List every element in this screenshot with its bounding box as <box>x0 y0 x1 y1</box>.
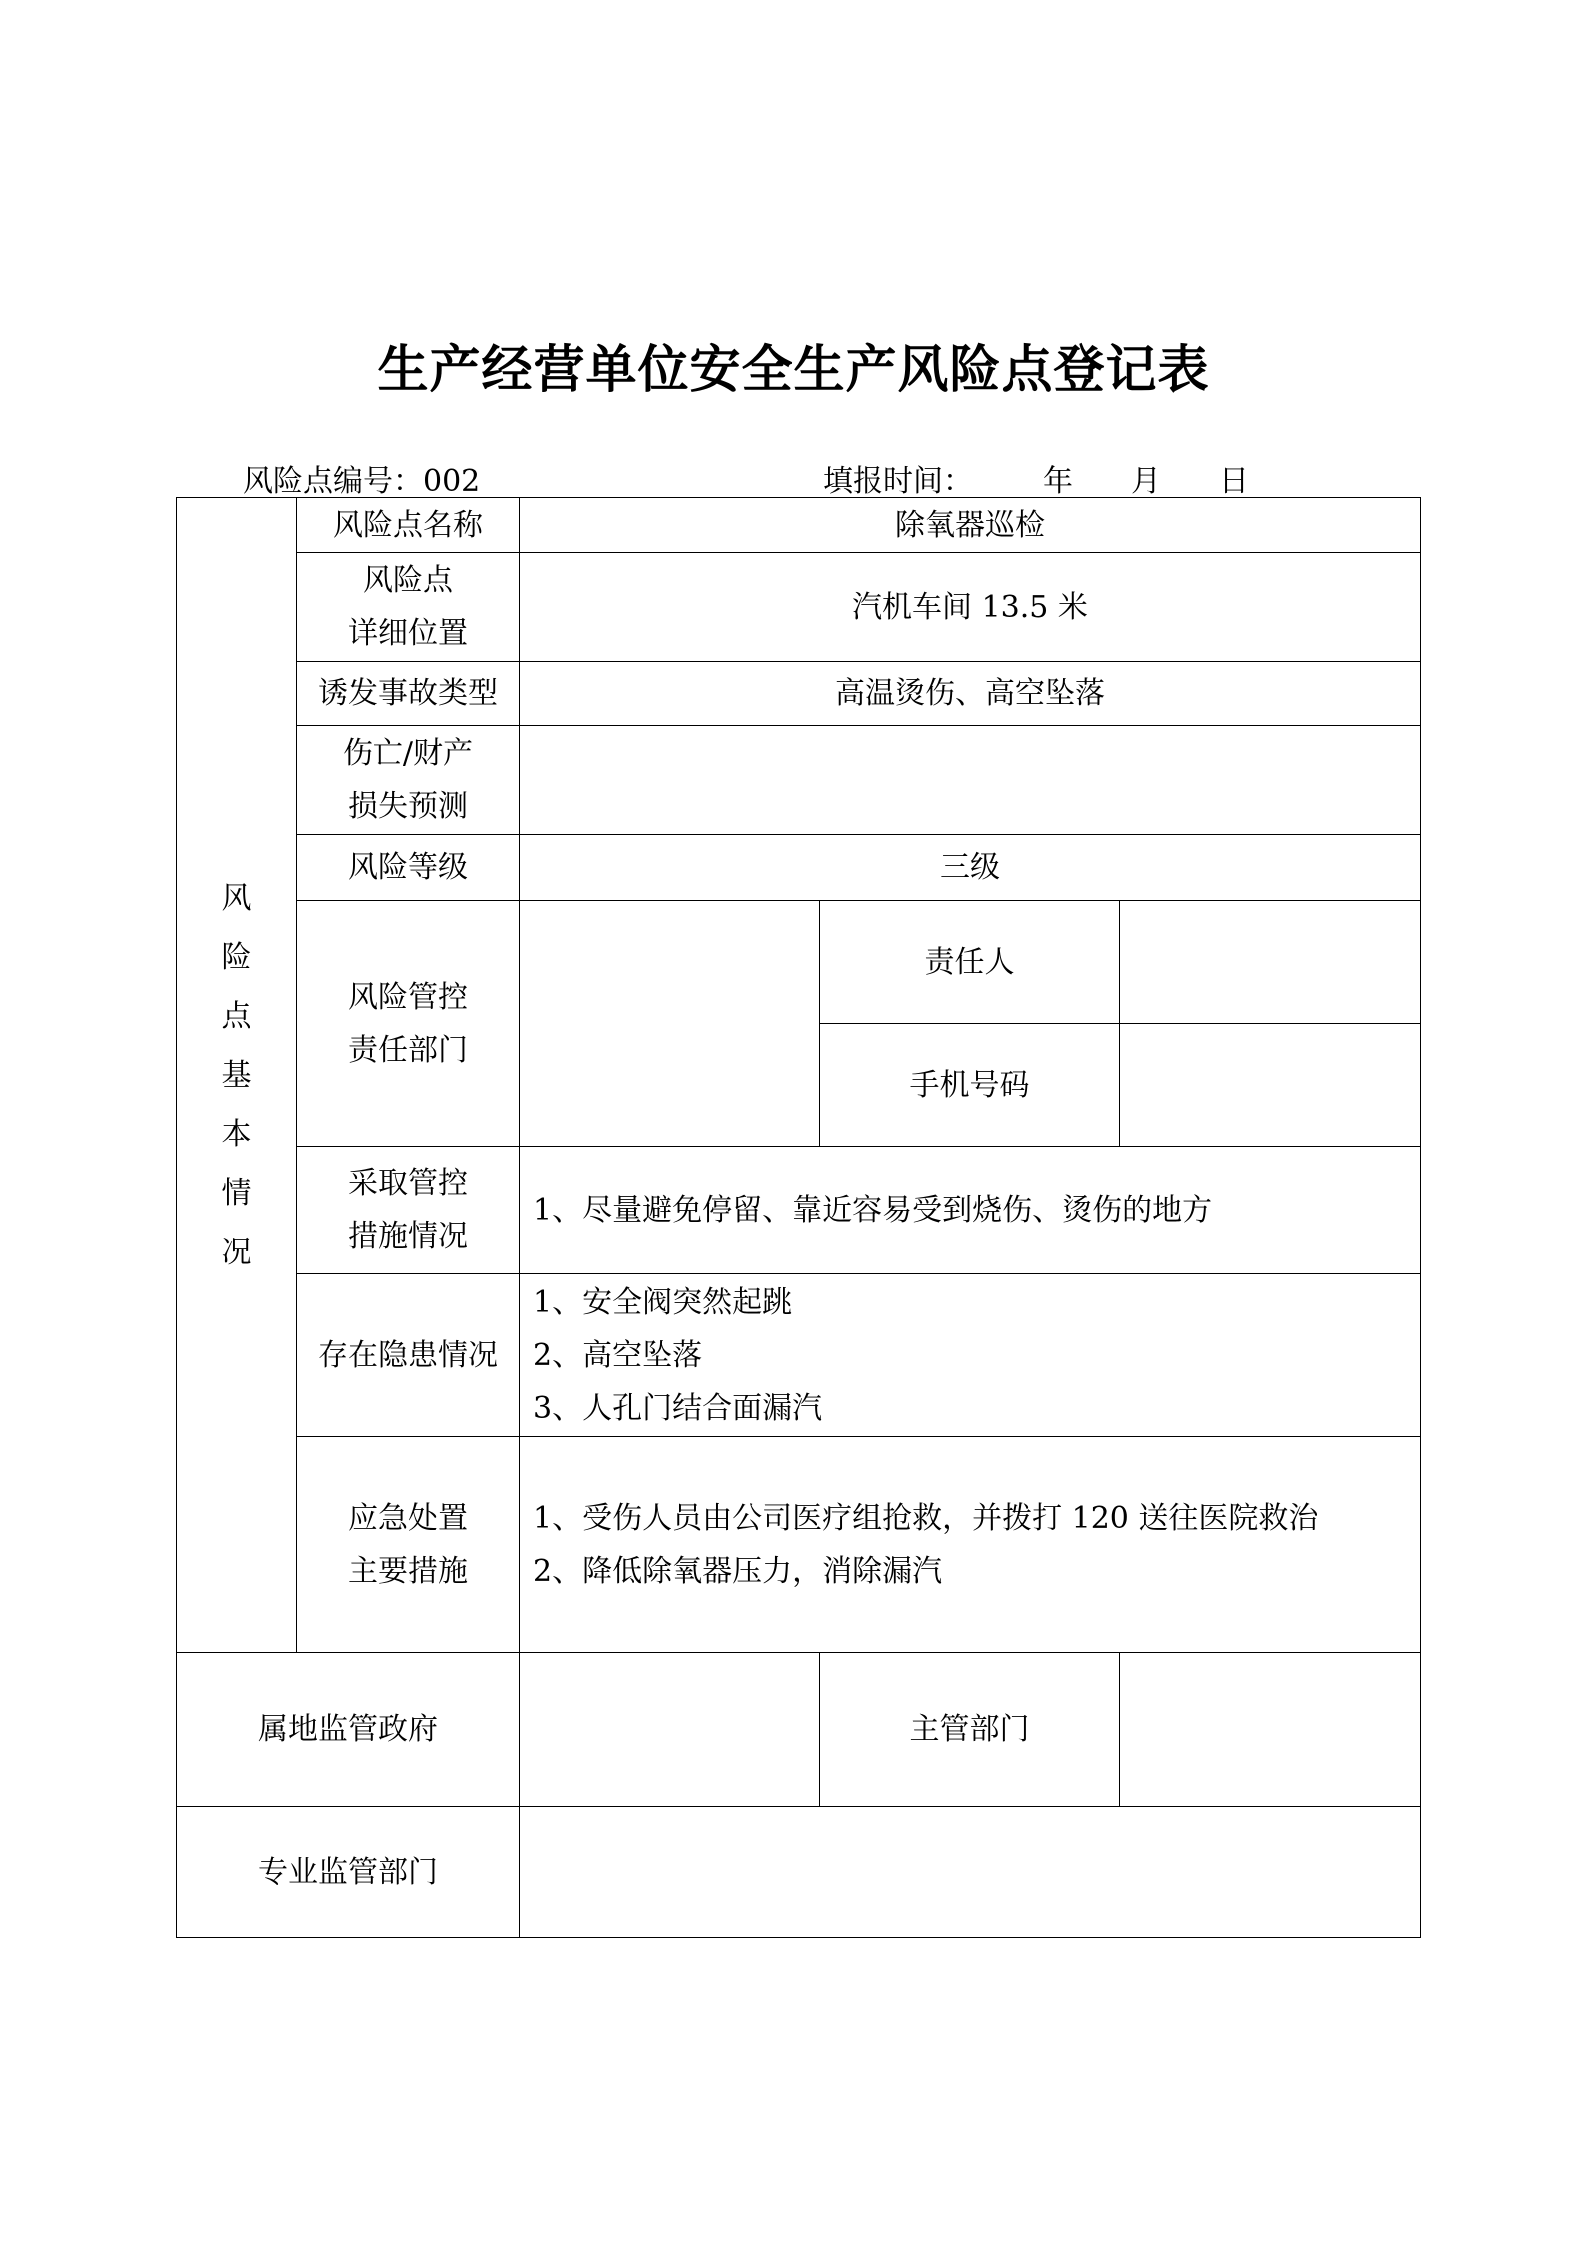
person-value[interactable] <box>1120 901 1421 1024</box>
list-item: 2、高空坠落 <box>533 1337 703 1373</box>
table-row <box>177 662 1421 726</box>
table-row <box>177 553 1421 662</box>
location-label: 风险点 详细位置 <box>297 553 520 662</box>
dept-label: 风险管控 责任部门 <box>297 901 520 1147</box>
dept-value[interactable] <box>520 901 820 1147</box>
section-char: 点 <box>221 998 252 1034</box>
emergency-value[interactable] <box>520 1437 1421 1653</box>
gov-value[interactable] <box>520 1653 820 1807</box>
table-row <box>177 1437 1421 1653</box>
section-label-cell <box>177 498 297 1653</box>
table-row <box>177 835 1421 901</box>
fill-time <box>823 456 1249 500</box>
table-row <box>177 1807 1421 1938</box>
list-item: 2、降低除氧器压力，消除漏汽 <box>533 1553 943 1589</box>
risk-name-label: 风险点名称 <box>297 498 520 553</box>
list-item: 1、安全阀突然起跳 <box>533 1284 793 1320</box>
section-char: 情 <box>221 1175 252 1211</box>
table-row <box>177 726 1421 835</box>
supervising-dept-value[interactable] <box>1120 1653 1421 1807</box>
phone-label: 手机号码 <box>820 1024 1120 1147</box>
accident-type-label: 诱发事故类型 <box>297 662 520 726</box>
section-char: 基 <box>221 1057 252 1093</box>
gov-label: 属地监管政府 <box>177 1653 520 1807</box>
risk-point-code-value[interactable]: 002 <box>423 464 481 499</box>
section-char: 险 <box>221 939 252 975</box>
prof-label: 专业监管部门 <box>177 1807 520 1938</box>
section-char: 况 <box>221 1234 252 1270</box>
risk-name-value[interactable]: 除氧器巡检 <box>520 498 1421 553</box>
risk-point-code <box>243 456 480 500</box>
emergency-label: 应急处置 主要措施 <box>297 1437 520 1653</box>
day-field[interactable]: 日 <box>1219 464 1249 499</box>
measures-label: 采取管控 措施情况 <box>297 1147 520 1274</box>
prof-value[interactable] <box>520 1807 1421 1938</box>
risk-level-value[interactable]: 三级 <box>520 835 1421 901</box>
hazards-value[interactable] <box>520 1274 1421 1437</box>
fill-time-label: 填报时间： <box>823 464 973 499</box>
year-field[interactable]: 年 <box>1043 464 1073 499</box>
supervising-dept-label: 主管部门 <box>820 1653 1120 1807</box>
loss-value[interactable] <box>520 726 1421 835</box>
table-row <box>177 498 1421 553</box>
phone-value[interactable] <box>1120 1024 1421 1147</box>
list-item: 1、尽量避免停留、靠近容易受到烧伤、烫伤的地方 <box>533 1192 1213 1228</box>
section-char: 风 <box>221 880 252 916</box>
person-label: 责任人 <box>820 901 1120 1024</box>
form-title: 生产经营单位安全生产风险点登记表 <box>377 341 1210 400</box>
risk-level-label: 风险等级 <box>297 835 520 901</box>
table-row <box>177 901 1421 1024</box>
measures-value[interactable] <box>520 1147 1421 1274</box>
accident-type-value[interactable]: 高温烫伤、高空坠落 <box>520 662 1421 726</box>
risk-register-table <box>176 497 1421 1938</box>
table-row <box>177 1653 1421 1807</box>
table-row <box>177 1274 1421 1437</box>
location-value[interactable]: 汽机车间 13.5 米 <box>520 553 1421 662</box>
hazards-label: 存在隐患情况 <box>297 1274 520 1437</box>
list-item: 3、人孔门结合面漏汽 <box>533 1390 823 1426</box>
month-field[interactable]: 月 <box>1131 464 1161 499</box>
loss-label: 伤亡/财产 损失预测 <box>297 726 520 835</box>
table-row <box>177 1147 1421 1274</box>
section-char: 本 <box>221 1116 252 1152</box>
risk-point-code-label: 风险点编号： <box>243 464 423 499</box>
list-item: 1、受伤人员由公司医疗组抢救，并拨打 120 送往医院救治 <box>533 1500 1319 1536</box>
